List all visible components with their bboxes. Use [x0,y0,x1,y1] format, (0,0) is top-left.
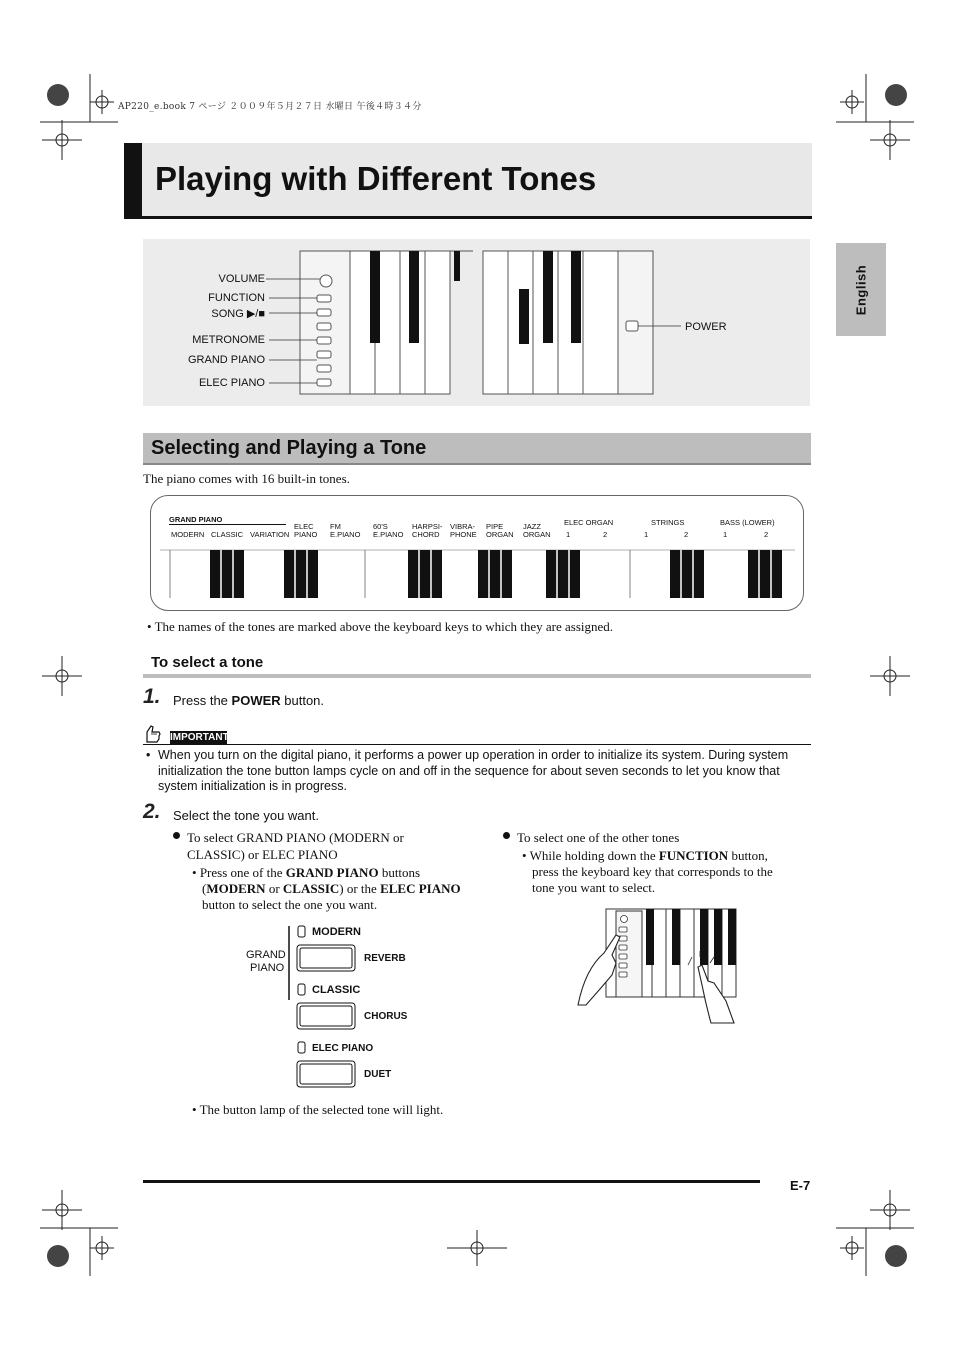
kb-label-elec-organ: ELEC ORGAN [564,518,614,527]
important-bullet: • [146,748,151,762]
kb-label-bass: BASS (LOWER) [720,518,775,527]
hands-on-keyboard-illustration [576,905,741,1025]
kb-label-60s-2: E.PIANO [373,530,404,539]
kb-label-variation: VARIATION [250,530,290,539]
lamp-note: • The button lamp of the selected tone will light. [192,1102,444,1117]
right-sub-line-2: press the keyboard key that corresponds to the [532,864,773,879]
kb-label-pipe-1: PIPE [486,522,504,531]
kb-label-strings: STRINGS [651,518,685,527]
panel-label-grand-piano: GRAND PIANO [187,354,265,366]
step-1-power: POWER [231,693,281,708]
kb-label-strings-2: 2 [684,530,689,539]
kb-label-vibra-1: VIBRA- [450,522,476,531]
kb-label-vibra-2: PHONE [450,530,477,539]
kb-label-harpsi-1: HARPSI- [412,522,443,531]
section-intro: The piano comes with 16 built-in tones. [143,471,350,486]
step-2-text: Select the tone you want. [173,808,319,823]
kb-label-elec-organ-2: 2 [603,530,608,539]
kb-label-harpsi-2: CHORD [412,530,440,539]
btn-label-grand-2: PIANO [250,962,285,974]
btn-label-grand-1: GRAND [246,949,286,961]
left-sub-pre: Press one of the [199,865,286,880]
lamp-note-text: The button lamp of the selected tone will light. [199,1102,444,1117]
kb-label-modern: MODERN [171,530,205,539]
language-tab [836,243,886,336]
kb-label-grand-piano: GRAND PIANO [169,515,223,524]
left-sub-elec-piano: ELEC PIANO [380,881,461,896]
kb-label-60s-1: 60'S [373,522,388,531]
important-badge: IMPORTANT! [170,732,233,743]
left-bullet-line-2: CLASSIC) or ELEC PIANO [187,847,338,862]
right-sub-post: button, [728,848,768,863]
left-sub-classic: CLASSIC [282,881,340,896]
panel-label-song: SONG ▶/■ [211,308,265,320]
language-tab-label: English [853,264,869,315]
right-bullet: To select one of the other tones [517,830,680,845]
kb-grand-piano-rule [169,524,286,525]
step-1-text [173,693,324,708]
btn-label-reverb: REVERB [364,953,406,964]
left-sub-t1: buttons [378,865,421,880]
kb-label-fm-1: FM [330,522,341,531]
right-sub-line-1: • While holding down the FUNCTION button, [522,848,768,863]
step-1-number: 1. [143,685,161,708]
panel-label-power: POWER [685,321,727,333]
step-2-number: 2. [143,800,161,823]
right-sub-pre: While holding down the [529,848,659,863]
step-1-post: button. [280,693,325,708]
footer-rule [143,1180,760,1183]
kb-label-bass-2: 2 [764,530,769,539]
btn-label-chorus: CHORUS [364,1011,408,1022]
kb-label-fm-2: E.PIANO [330,530,361,539]
left-bullet-line-1: To select GRAND PIANO (MODERN or [187,830,404,845]
panel-label-volume: VOLUME [218,273,265,285]
tone-keyboard-keys [160,540,795,600]
kb-label-classic: CLASSIC [211,530,244,539]
subsection-rule [143,674,811,678]
tone-names-note: • The names of the tones are marked above the keyboard keys to which they are assigned. [147,619,614,634]
left-sub-t4: ) or the [339,881,381,896]
print-header: AP220_e.book 7 ページ ２００９年５月２７日 水曜日 午後４時３４分 [118,102,422,112]
kb-label-pipe-2: ORGAN [486,530,514,539]
panel-label-metronome: METRONOME [192,334,265,346]
panel-label-function: FUNCTION [208,292,265,304]
btn-label-modern: MODERN [312,926,361,938]
tone-buttons-illustration [285,922,365,1092]
section-title: Selecting and Playing a Tone [151,437,427,459]
kb-label-elec-piano-2: PIANO [294,530,318,539]
important-rule [143,744,811,745]
kb-label-jazz-1: JAZZ [523,522,541,531]
bullet-dot-left [173,832,180,839]
right-sub-line-3: tone you want to select. [532,880,656,895]
btn-label-classic: CLASSIC [312,984,361,996]
tone-names-note-text: The names of the tones are marked above the keyboard keys to which they are assigned. [154,619,614,634]
step-1-pre: Press the [173,693,232,708]
btn-label-duet: DUET [364,1069,392,1080]
left-sub-line-2 [202,880,461,897]
left-sub-line-1: • Press one of the GRAND PIANO buttons [192,865,421,880]
left-sub-grand-piano: GRAND PIANO [285,865,379,880]
panel-label-elec-piano: ELEC PIANO [198,377,265,389]
kb-label-jazz-2: ORGAN [523,530,551,539]
left-sub-modern: MODERN [206,881,266,896]
subsection-title: To select a tone [151,654,264,671]
chapter-title: Playing with Different Tones [155,160,597,197]
kb-label-elec-piano-1: ELEC [294,522,314,531]
kb-label-strings-1: 1 [644,530,649,539]
bullet-dot-right [503,832,510,839]
important-hand-icon [143,722,165,744]
important-text: When you turn on the digital piano, it performs a power up operation in order to initialize its system. During system initialization the tone button lamps cycle on and off in the sequence for about seven seconds to let you know that system initialization is in progress. [158,748,789,793]
left-sub-line-3: button to select the one you want. [202,897,378,912]
left-sub-t3: or [265,881,283,896]
btn-label-elec-piano: ELEC PIANO [312,1043,374,1054]
left-sub-t2: ( [202,881,207,896]
kb-label-elec-organ-1: 1 [566,530,571,539]
right-sub-function: FUNCTION [658,848,729,863]
kb-label-bass-1: 1 [723,530,728,539]
page-number: E-7 [790,1178,811,1193]
